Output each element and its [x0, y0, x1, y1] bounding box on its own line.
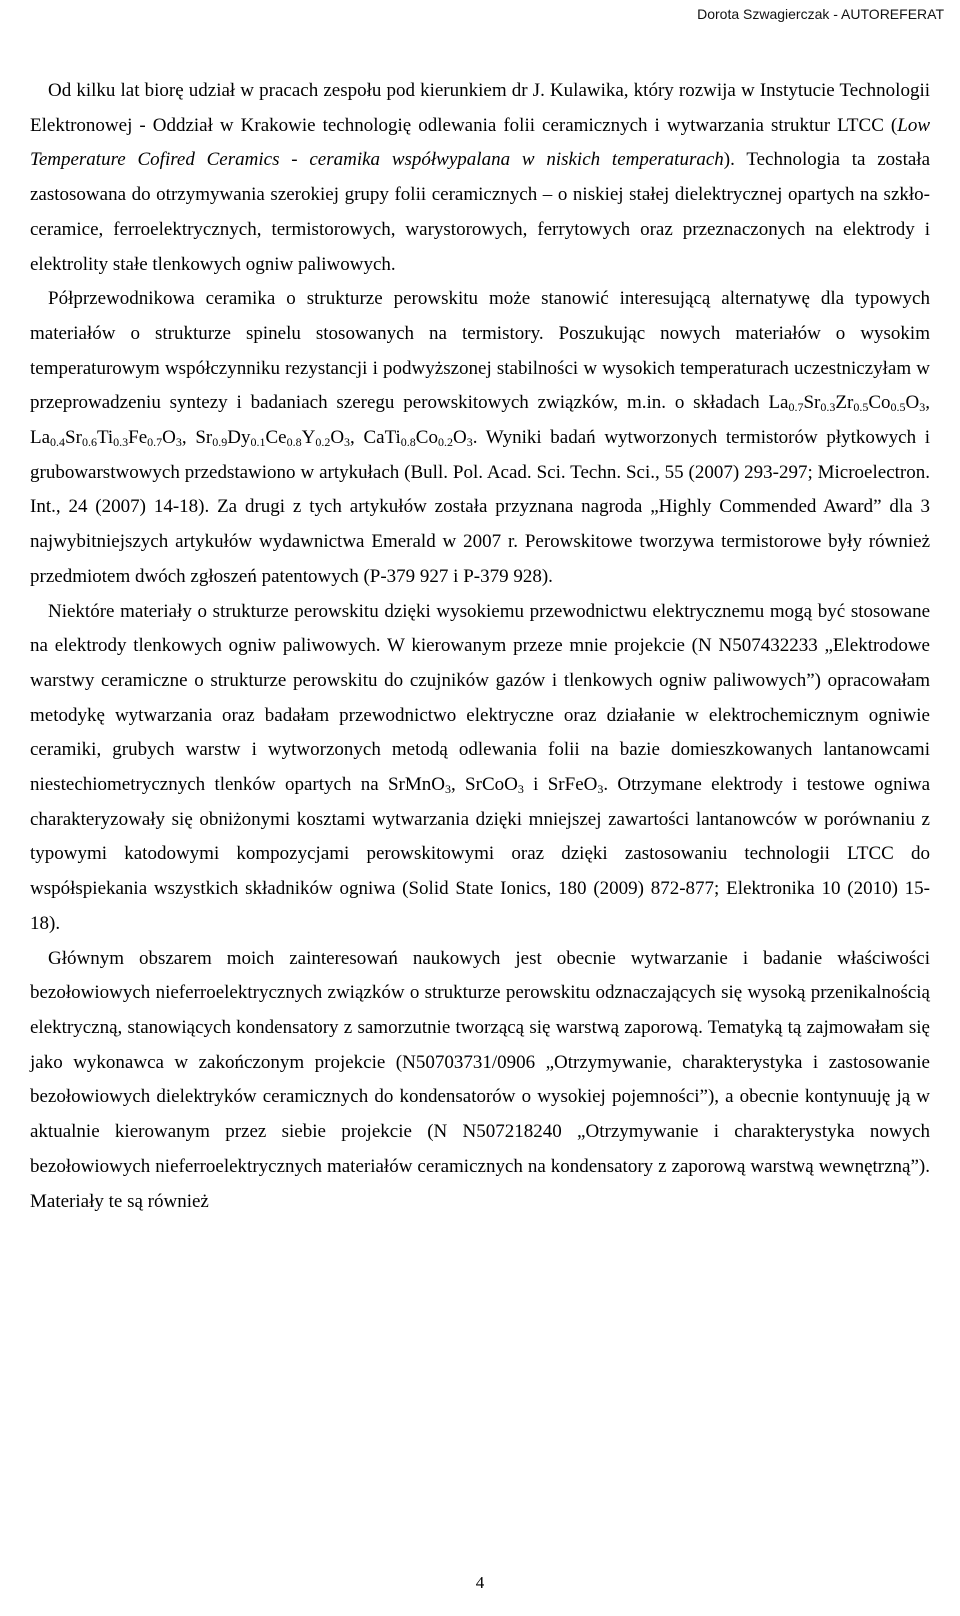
- paragraph-ltcc: Od kilku lat biorę udział w pracach zespołu pod kierunkiem dr J. Kulawika, który rozwija w Instytucie Technologii Elektronowej - Oddział w Krakowie technologię odlewania folii ceramicznych i wytwarzania struktur LTCC (Low Temperature Cofired Ceramics - ceramika współwypalana w niskich temperaturach). Technologia ta została zastosowana do otrzymywania szerokiej grupy folii ceramicznych – o niskiej stałej dielektrycznej opartych na szkło-ceramice, ferroelektrycznych, termistorowych, warystorowych, ferrytowych oraz przeznaczonych na elektrody i elektrolity stałe tlenkowych ogniw paliwowych.: [30, 80, 931, 275]
- paragraph-thermistors: Półprzewodnikowa ceramika o strukturze perowskitu może stanowić interesującą alternatywę dla typowych materiałów o strukturze spinelu stosowanych na termistory. Poszukując nowych materiałów o wysokim temperaturowym współczynniku rezystancji i podwyższonej stabilności w wysokich temperaturach uczestniczyłam w przeprowadzeniu syntezy i badaniach szeregu perowskitowych związków, m.in. o składach $La_{0.7}Sr_{0.3}Zr_{0.5}Co_{0.5}O_3$, $La_{0.4}Sr_{0.6}Ti_{0.3}Fe_{0.7}O_3$, $Sr_{0.9}Dy_{0.1}Ce_{0.8}Y_{0.2}O_3$, $CaTi_{0.8}Co_{0.2}O_3$. Wyniki badań wytworzonych termistorów płytkowych i grubowarstwowych przedstawiono w artykułach (Bull. Pol. Acad. Sci. Techn. Sci., 55 (2007) 293-297; Microelectron. Int., 24 (2007) 14-18). Za drugi z tych artykułów została przyznana nagroda „Highly Commended Award” dla 3 najwybitniejszych artykułów wydawnictwa Emerald w 2007 r. Perowskitowe tworzywa termistorowe były również przedmiotem dwóch zgłoszeń patentowych (P-379 927 i P-379 928).: [30, 288, 931, 587]
- page-header: [0, 0, 960, 28]
- header-title: Dorota Szwagierczak - AUTOREFERAT: [697, 6, 944, 22]
- chemical-formula: SrCoO$_3$: [465, 774, 524, 797]
- chemical-formula: $Sr_{0.9}Dy_{0.1}Ce_{0.8}Y_{0.2}O_3$: [195, 427, 351, 450]
- paragraph-electrodes: Niektóre materiały o strukturze perowskitu dzięki wysokiemu przewodnictwu elektrycznemu mogą być stosowane na elektrody tlenkowych ogniw paliwowych. W kierowanym przeze mnie projekcie (N N507432233 „Elektrodowe warstwy ceramiczne o strukturze perowskitu do czujników gazów i tlenkowych ogniw paliwowych”) opracowałam metodykę wytwarzania oraz badałam przewodnictwo elektryczne oraz działanie w elektrochemicznym ogniwie ceramiki, grubych warstw i wytworzonych metodą odlewania folii na bazie domieszkowanych lantanowcami niestechiometrycznych tlenków opartych na SrMnO$_3$, SrCoO$_3$ i SrFeO$_3$. Otrzymane elektrody i testowe ogniwa charakteryzowały się obniżonymi kosztami wytwarzania dzięki mniejszej zawartości lantanowców w porównaniu z typowymi katodowymi kompozycjami perowskitowymi oraz dzięki zastosowaniu technologii LTCC do współspiekania wszystkich składników ogniwa (Solid State Ionics, 180 (2009) 872-877; Elektronika 10 (2010) 15-18).: [30, 600, 931, 934]
- page-number: 4: [475, 1573, 485, 1592]
- paragraph-capacitors: Głównym obszarem moich zainteresowań naukowych jest obecnie wytwarzanie i badanie właściwości bezołowiowych nieferroelektrycznych związków o strukturze perowskitu odznaczających się wysoką przenikalnością elektryczną, stanowiących kondensatory z samorzutnie tworzącą się warstwą zaporową. Tematyką tą zajmowałam się jako wykonawca w zakończonym projekcie (N50703731/0906 „Otrzymywanie, charakterystyka i zastosowanie bezołowiowych dielektryków ceramicznych do kondensatorów o wysokiej pojemności”), a obecnie kontynuuję ją w aktualnie kierowanym przez siebie projekcie (N N507218240 „Otrzymywanie i charakterystyka nowych bezołowiowych nieferroelektrycznych materiałów ceramicznych na kondensatory z zaporową warstwą wewnętrzną”). Materiały te są również: [30, 947, 930, 1212]
- chemical-formula: $La_{0.7}Sr_{0.3}Zr_{0.5}Co_{0.5}O_3$: [768, 392, 926, 415]
- chemical-formula: $La_{0.4}Sr_{0.6}Ti_{0.3}Fe_{0.7}O_3$: [30, 427, 182, 450]
- chemical-formula: SrFeO$_3$: [547, 774, 604, 797]
- chemical-formula: SrMnO$_3$: [387, 774, 451, 797]
- chemical-formula: $CaTi_{0.8}Co_{0.2}O_3$: [363, 427, 473, 450]
- italic-term: Low Temperature Cofired Ceramics - ceramika współwypalana w niskich temperaturach: [30, 114, 930, 171]
- document-body: [30, 74, 930, 1219]
